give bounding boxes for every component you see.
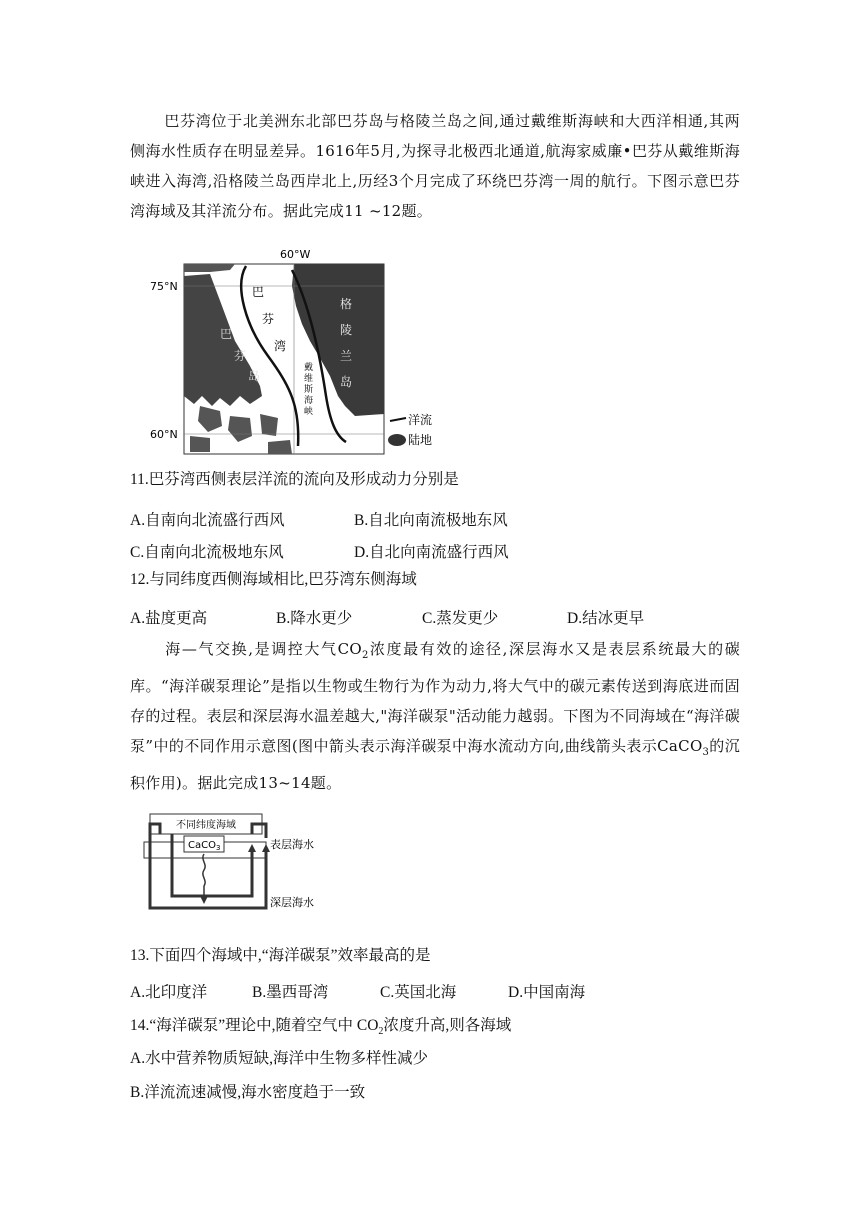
passage-1 xyxy=(130,106,740,226)
baffin-bay-map xyxy=(150,246,450,456)
q13-option-d: D.中国南海 xyxy=(508,984,586,1001)
passage-2-sub-1: 2 xyxy=(361,650,369,661)
strait-label-1: 戴 xyxy=(304,363,314,373)
q14-stem-sub: 2 xyxy=(378,1026,384,1038)
legend-current-icon xyxy=(390,418,406,421)
q12-option-c: C.蒸发更少 xyxy=(422,610,499,627)
q12-option-b: B.降水更少 xyxy=(276,610,353,627)
lat-bottom-label: 60°N xyxy=(150,428,178,441)
q13-option-c: C.英国北海 xyxy=(380,984,457,1001)
passage-1-text: 巴芬湾位于北美洲东北部巴芬岛与格陵兰岛之间,通过戴维斯海峡和大西洋相通,其两侧海水性质存在明显差异。1616年5月,为探寻北极西北通道,航海家威廉•巴芬从戴维斯海峡进入海湾,沿格陵兰岛西岸北上,历经3个月完成了环绕巴芬湾一周的航行。下图示意巴芬湾海域及其洋流分布。据此完成11 ~12题。 xyxy=(130,112,740,220)
passage-2 xyxy=(130,634,740,798)
baffin-label-2: 芬 xyxy=(234,349,247,363)
lat-top-label: 75°N xyxy=(150,280,178,293)
greenland-label-4: 岛 xyxy=(340,375,353,389)
greenland-label-2: 陵 xyxy=(340,323,353,337)
bay-label-2: 芬 xyxy=(262,312,275,326)
legend-land-icon xyxy=(388,434,406,446)
q14-stem xyxy=(130,1012,511,1046)
passage-2-sub-2: 3 xyxy=(702,747,710,758)
q14-option-a: A.水中营养物质短缺,海洋中生物多样性减少 xyxy=(130,1050,428,1067)
q12-stem: 12.与同纬度西侧海域相比,巴芬湾东侧海域 xyxy=(130,571,417,588)
strait-label-5: 峡 xyxy=(304,407,314,417)
q14-option-b: B.洋流流速减慢,海水密度趋于一致 xyxy=(130,1084,366,1101)
pump-surface-label: 表层海水 xyxy=(270,838,314,851)
greenland-label-3: 兰 xyxy=(340,349,353,363)
q13-option-a: A.北印度洋 xyxy=(130,984,208,1001)
passage-2-text-2: 浓度最有效的途径,深层海水又是表层系统最大的碳库。“海洋碳泵理论”是指以生物或生物行为作为动力,将大气中的碳元素传送到海底进而固存的过程。表层和深层海水温差越大,"海洋碳泵"活动能力越弱。下图为不同海域在“海洋碳泵”中的不同作用示意图(图中箭头表示海洋碳泵中海水流动方向,曲线箭头表示CaCO xyxy=(130,640,741,755)
bay-label-1: 巴 xyxy=(252,285,265,299)
lon-label: 60°W xyxy=(280,248,311,261)
legend-current-label: 洋流 xyxy=(408,413,433,427)
passage-2-text-3: 的沉积作用)。据此完成13~14题。 xyxy=(130,737,740,792)
baffin-label-3: 岛 xyxy=(248,369,261,383)
q12-option-d: D.结冰更早 xyxy=(567,610,645,627)
strait-label-4: 海 xyxy=(304,396,314,406)
q12-option-a: A.盐度更高 xyxy=(130,610,208,627)
strait-label-3: 斯 xyxy=(304,385,314,395)
passage-2-text-1: 海—气交换,是调控大气CO xyxy=(164,640,362,658)
greenland-label-1: 格 xyxy=(340,297,353,311)
q13-option-b: B.墨西哥湾 xyxy=(252,984,329,1001)
q11-option-c: C.自南向北流极地东风 xyxy=(130,544,284,561)
carbon-pump-diagram xyxy=(140,808,340,920)
q11-stem: 11.巴芬湾西侧表层洋流的流向及形成动力分别是 xyxy=(130,471,459,488)
strait-label-2: 维 xyxy=(304,374,314,384)
q14-stem-text-2: 浓度升高,则各海域 xyxy=(383,1017,512,1034)
pump-title: 不同纬度海域 xyxy=(176,820,236,831)
q11-option-a: A.自南向北流盛行西风 xyxy=(130,512,285,529)
pump-caco3-label: CaCO$_3$ xyxy=(188,840,221,852)
q11-option-b: B.自北向南流极地东风 xyxy=(354,512,508,529)
legend-land-label: 陆地 xyxy=(408,433,433,447)
q11-option-d: D.自北向南流盛行西风 xyxy=(354,544,509,561)
q14-stem-text-1: 14.“海洋碳泵”理论中,随着空气中 CO xyxy=(130,1017,379,1034)
bay-label-3: 湾 xyxy=(274,339,287,353)
q13-stem: 13.下面四个海域中,“海洋碳泵”效率最高的是 xyxy=(130,947,431,964)
baffin-label-1: 巴 xyxy=(220,327,233,341)
pump-deep-label: 深层海水 xyxy=(270,896,314,909)
